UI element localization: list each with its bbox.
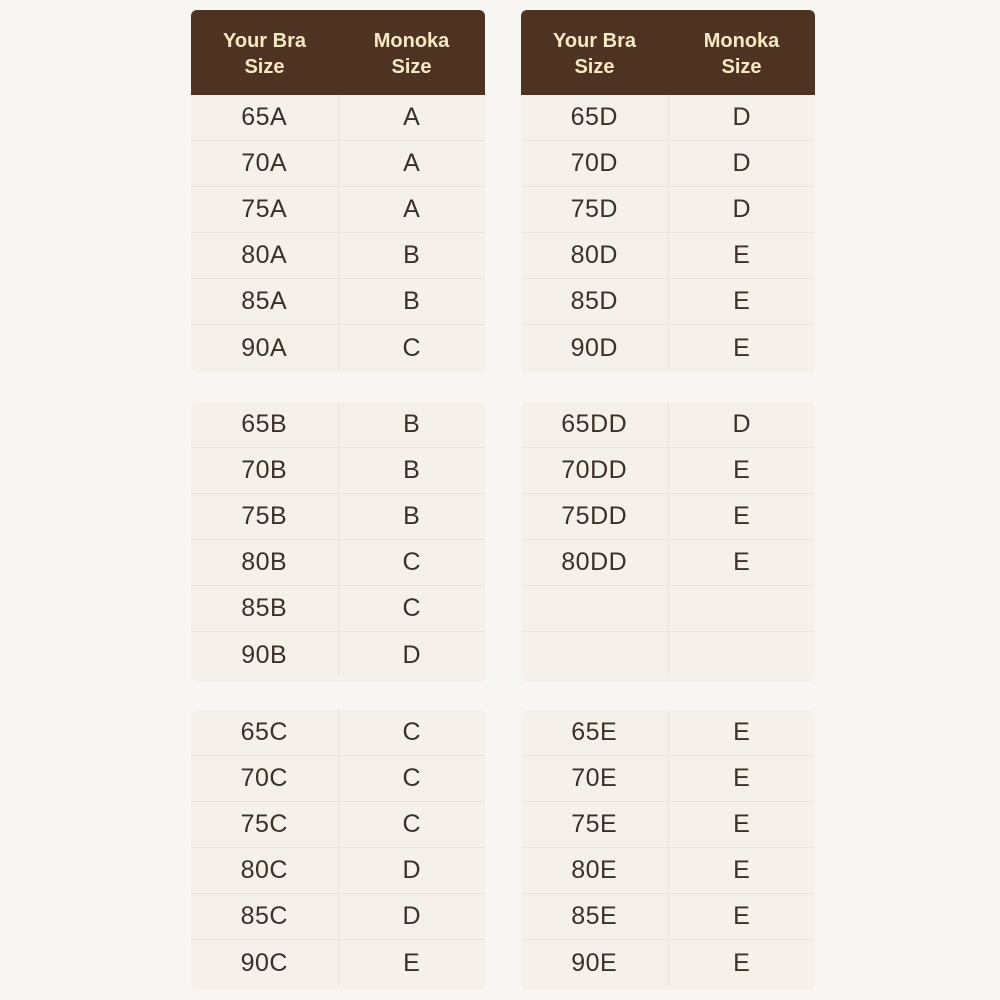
table-row: [521, 233, 815, 279]
table-row: [521, 802, 815, 848]
your-size-cell: 70DD: [521, 448, 669, 493]
table-row: [521, 279, 815, 325]
your-size-cell: 65B: [191, 402, 339, 447]
table-row: [521, 494, 815, 540]
your-size-cell: 90B: [191, 632, 339, 678]
table-row: [191, 586, 485, 632]
table-row-empty: [521, 586, 815, 632]
your-size-cell: 85C: [191, 894, 339, 939]
table-row: [191, 325, 485, 371]
monoka-size-cell: C: [402, 764, 422, 792]
table-row: [191, 187, 485, 233]
table-row: [191, 756, 485, 802]
table-row: [191, 710, 485, 756]
monoka-size-cell: C: [402, 718, 422, 746]
your-size-cell: 65DD: [521, 402, 669, 447]
your-size-cell: 85A: [191, 279, 339, 324]
your-size-cell: 80B: [191, 540, 339, 585]
monoka-size-cell: E: [733, 856, 751, 884]
monoka-size-cell: E: [733, 718, 751, 746]
your-size-cell: 70D: [521, 141, 669, 186]
monoka-size-cell: E: [733, 287, 751, 315]
your-size-cell: 90C: [191, 940, 339, 986]
group-b-rows: [191, 402, 485, 682]
monoka-size-cell: E: [733, 902, 751, 930]
your-size-cell: 65C: [191, 710, 339, 755]
your-size-cell: 80E: [521, 848, 669, 893]
your-size-cell: 70C: [191, 756, 339, 801]
header-your-bra-size: Your Bra Size: [223, 29, 306, 78]
your-size-cell: 80C: [191, 848, 339, 893]
table-row: [191, 894, 485, 940]
group-c-rows: [191, 710, 485, 990]
monoka-size-cell: A: [403, 149, 421, 177]
table-row: [191, 540, 485, 586]
monoka-size-cell: B: [403, 287, 421, 315]
your-size-cell: 65D: [521, 95, 669, 140]
your-size-cell: 80DD: [521, 540, 669, 585]
table-row: [191, 448, 485, 494]
table-row: [521, 894, 815, 940]
size-table-left: [191, 10, 485, 977]
monoka-size-cell: E: [733, 502, 751, 530]
monoka-size-cell: D: [402, 856, 422, 884]
table-header: [191, 10, 485, 95]
your-size-cell: 65A: [191, 95, 339, 140]
monoka-size-cell: B: [403, 241, 421, 269]
monoka-size-cell: E: [733, 456, 751, 484]
your-size-cell: 80A: [191, 233, 339, 278]
monoka-size-cell: E: [733, 333, 751, 362]
monoka-size-cell: C: [402, 810, 422, 838]
size-table-right: [521, 10, 815, 977]
monoka-size-cell: B: [403, 410, 421, 438]
table-row: [191, 940, 485, 986]
your-size-cell: 85E: [521, 894, 669, 939]
monoka-size-cell: [669, 586, 816, 631]
monoka-size-cell: C: [402, 333, 422, 362]
table-row: [191, 494, 485, 540]
monoka-size-cell: E: [733, 810, 751, 838]
table-row: [191, 632, 485, 678]
your-size-cell: 70E: [521, 756, 669, 801]
table-row: [521, 710, 815, 756]
monoka-size-cell: B: [403, 456, 421, 484]
monoka-size-cell: A: [403, 103, 421, 131]
group-dd-rows: [521, 402, 815, 682]
your-size-cell: 65E: [521, 710, 669, 755]
monoka-size-cell: D: [402, 640, 422, 669]
table-row: [191, 279, 485, 325]
your-size-cell: 75B: [191, 494, 339, 539]
your-size-cell: 90E: [521, 940, 669, 986]
your-size-cell: 80D: [521, 233, 669, 278]
table-row: [521, 187, 815, 233]
table-row: [521, 448, 815, 494]
table-row: [191, 141, 485, 187]
monoka-size-cell: E: [733, 764, 751, 792]
group-e-rows: [521, 710, 815, 990]
table-row: [521, 940, 815, 986]
your-size-cell: 75DD: [521, 494, 669, 539]
table-row: [521, 756, 815, 802]
header-your-bra-size: Your Bra Size: [553, 29, 636, 78]
monoka-size-cell: D: [732, 410, 752, 438]
group-a-rows: [191, 95, 485, 373]
monoka-size-cell: [669, 632, 816, 678]
table-row: [191, 848, 485, 894]
monoka-size-cell: E: [403, 948, 421, 977]
table-row: [191, 233, 485, 279]
header-monoka-size: Monoka Size: [373, 29, 450, 78]
monoka-size-cell: E: [733, 548, 751, 576]
your-size-cell: 75C: [191, 802, 339, 847]
monoka-size-cell: D: [732, 149, 752, 177]
table-row: [521, 325, 815, 371]
table-row: [521, 402, 815, 448]
your-size-cell: 90A: [191, 325, 339, 371]
your-size-cell: 70B: [191, 448, 339, 493]
monoka-size-cell: D: [732, 195, 752, 223]
your-size-cell: 75A: [191, 187, 339, 232]
your-size-cell: 75E: [521, 802, 669, 847]
table-header: [521, 10, 815, 95]
your-size-cell: [521, 586, 669, 631]
your-size-cell: 85D: [521, 279, 669, 324]
table-row: [191, 402, 485, 448]
table-row: [521, 848, 815, 894]
monoka-size-cell: D: [402, 902, 422, 930]
your-size-cell: [521, 632, 669, 678]
monoka-size-cell: A: [403, 195, 421, 223]
your-size-cell: 70A: [191, 141, 339, 186]
your-size-cell: 75D: [521, 187, 669, 232]
monoka-size-cell: D: [732, 103, 752, 131]
group-d-rows: [521, 95, 815, 373]
table-row-empty: [521, 632, 815, 678]
your-size-cell: 90D: [521, 325, 669, 371]
table-row: [521, 141, 815, 187]
monoka-size-cell: B: [403, 502, 421, 530]
table-row: [521, 95, 815, 141]
monoka-size-cell: C: [402, 594, 422, 622]
your-size-cell: 85B: [191, 586, 339, 631]
table-row: [191, 95, 485, 141]
header-monoka-size: Monoka Size: [703, 29, 780, 78]
monoka-size-cell: E: [733, 948, 751, 977]
table-row: [191, 802, 485, 848]
monoka-size-cell: C: [402, 548, 422, 576]
table-row: [521, 540, 815, 586]
monoka-size-cell: E: [733, 241, 751, 269]
